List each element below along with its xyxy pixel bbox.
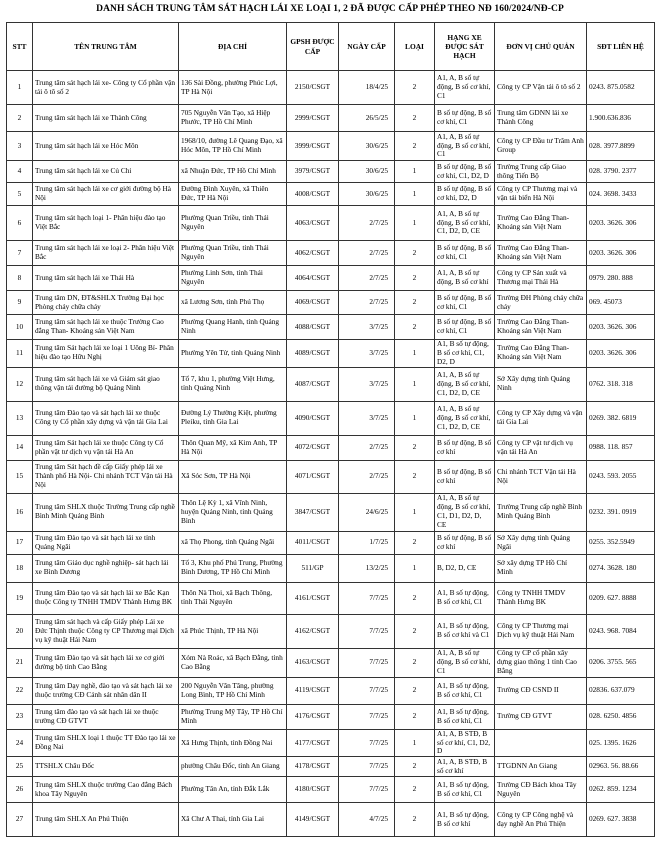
table-row: [7, 401, 655, 435]
row-gpsh: 4149/CSGT: [287, 803, 339, 837]
row-loai: 2: [395, 531, 435, 554]
row-dia-chi: Thôn Nà Thoi, xã Bạch Thông, tỉnh Thái Nguyên: [179, 582, 287, 614]
row-stt: 24: [7, 729, 33, 757]
row-don-vi: Trường Cao Đẳng Than-Khoáng sản Việt Nam: [495, 241, 587, 266]
row-loai: 2: [395, 105, 435, 132]
row-hang: A1, A, B STĐ, B số cơ khí: [435, 757, 495, 777]
row-stt: 23: [7, 704, 33, 729]
row-ten: Trung tâm đào tạo và sát hạch lái xe thuộc trường CĐ GTVT: [33, 704, 179, 729]
row-ten: Trung tâm sát hạch lái xe thuộc Trường Cao đẳng Than- Khoáng sản Việt Nam: [33, 315, 179, 340]
row-loai: 2: [395, 291, 435, 315]
row-hang: B số tự động, B số cơ khí, C1: [435, 291, 495, 315]
row-ngay: 3/7/25: [339, 367, 395, 401]
table-row: [7, 266, 655, 291]
row-ten: Trung tâm SHLX thuộc Trường Trung cấp nghề Bình Minh Quảng Bình: [33, 493, 179, 531]
row-loai: 2: [395, 71, 435, 105]
row-dia-chi: Xã Hưng Thịnh, tỉnh Đồng Nai: [179, 729, 287, 757]
row-sdt: 02836. 637.079: [587, 677, 655, 704]
row-gpsh: 2999/CSGT: [287, 105, 339, 132]
row-loai: 1: [395, 493, 435, 531]
row-ten: Trung tâm sát hạch lái xe Thành Công: [33, 105, 179, 132]
row-sdt: 0206. 3755. 565: [587, 648, 655, 677]
row-dia-chi: Phường Yên Tử, tỉnh Quảng Ninh: [179, 340, 287, 368]
row-gpsh: 4064/CSGT: [287, 266, 339, 291]
row-dia-chi: Phường Trung Mỹ Tây, TP Hồ Chí Minh: [179, 704, 287, 729]
row-ngay: 3/7/25: [339, 340, 395, 368]
row-ngay: 18/4/25: [339, 71, 395, 105]
row-don-vi: Trường CĐ GTVT: [495, 704, 587, 729]
row-gpsh: 4162/CSGT: [287, 614, 339, 648]
row-hang: A1, A, B số tự động, B số cơ khí: [435, 266, 495, 291]
row-loai: 2: [395, 677, 435, 704]
row-loai: 2: [395, 704, 435, 729]
row-gpsh: 4011/CSGT: [287, 531, 339, 554]
row-hang: B số tự động, B số cơ khí, C1: [435, 105, 495, 132]
row-gpsh: 3847/CSGT: [287, 493, 339, 531]
row-gpsh: 4176/CSGT: [287, 704, 339, 729]
row-sdt: 0979. 280. 888: [587, 266, 655, 291]
header-sdt: SĐT LIÊN HỆ: [587, 23, 655, 71]
row-ngay: 7/7/25: [339, 582, 395, 614]
row-sdt: 0203. 3626. 306: [587, 315, 655, 340]
table-row: [7, 132, 655, 161]
row-sdt: 0255. 352.5949: [587, 531, 655, 554]
row-dia-chi: xã Lương Sơn, tỉnh Phú Thọ: [179, 291, 287, 315]
row-hang: A1, A, B số tự động, B số cơ khí, C1, D2, D, CE: [435, 206, 495, 241]
row-dia-chi: Phường Tân An, tỉnh Đắk Lắk: [179, 777, 287, 803]
row-stt: 5: [7, 183, 33, 206]
table-row: [7, 757, 655, 777]
row-ten: Trung tâm sát hạch lái xe Hóc Môn: [33, 132, 179, 161]
row-hang: B số tự động, B số cơ khí, C1, D2, D: [435, 161, 495, 183]
row-don-vi: Trường ĐH Phòng cháy chữa cháy: [495, 291, 587, 315]
row-loai: 1: [395, 554, 435, 582]
row-loai: 2: [395, 614, 435, 648]
table-row: [7, 206, 655, 241]
header-gpsh: GPSH ĐƯỢC CẤP: [287, 23, 339, 71]
row-ngay: 2/7/25: [339, 206, 395, 241]
row-ngay: 7/7/25: [339, 677, 395, 704]
table-row: [7, 105, 655, 132]
row-stt: 4: [7, 161, 33, 183]
header-row: [7, 23, 655, 71]
row-gpsh: 4071/CSGT: [287, 460, 339, 493]
table-row: [7, 554, 655, 582]
row-stt: 8: [7, 266, 33, 291]
row-don-vi: Chi nhánh TCT Vận tải Hà Nội: [495, 460, 587, 493]
row-gpsh: 4119/CSGT: [287, 677, 339, 704]
row-don-vi: Công ty CP Xây dựng và vận tải Gia Lai: [495, 401, 587, 435]
row-don-vi: TTGDNN An Giang: [495, 757, 587, 777]
row-dia-chi: 705 Nguyễn Văn Tạo, xã Hiệp Phước, TP Hồ Chí Minh: [179, 105, 287, 132]
row-sdt: 0262. 859. 1234: [587, 777, 655, 803]
row-ngay: 30/6/25: [339, 132, 395, 161]
row-ten: Trung tâm SHLX loại 1 thuộc TT Đào tạo lái xe Đồng Nai: [33, 729, 179, 757]
row-ngay: 13/2/25: [339, 554, 395, 582]
table-row: [7, 183, 655, 206]
table-row: [7, 291, 655, 315]
row-ten: Trung tâm Sát hạch lái xe thuộc Công ty Cổ phần vật tư dịch vụ vận tải Hà An: [33, 435, 179, 460]
row-gpsh: 4180/CSGT: [287, 777, 339, 803]
row-ten: Trung tâm sát hạch loại 1- Phân hiệu đào tạo Việt Bắc: [33, 206, 179, 241]
row-don-vi: Công ty CP Sản xuất và Thương mại Thái Hà: [495, 266, 587, 291]
row-don-vi: Công ty CP Vận tải ô tô số 2: [495, 71, 587, 105]
row-ten: Trung tâm Đào tạo và sát hạch lái xe thuộc Công ty Cổ phần xây dựng và vận tải Gia Lai: [33, 401, 179, 435]
row-hang: A1, B số tự động, B số cơ khí, C1: [435, 677, 495, 704]
row-ngay: 7/7/25: [339, 704, 395, 729]
row-ten: Trung tâm Dạy nghề, đào tạo và sát hạch lái xe thuộc trường CĐ Cảnh sát nhân dân II: [33, 677, 179, 704]
row-hang: A1, A, B số tự động, B số cơ khí, C1, D1, D2, D, CE: [435, 493, 495, 531]
table-row: [7, 777, 655, 803]
row-loai: 1: [395, 161, 435, 183]
row-ten: Trung tâm Đào tạo và sát hạch lái xe cơ giới đường bộ tỉnh Cao Bằng: [33, 648, 179, 677]
row-loai: 2: [395, 582, 435, 614]
row-loai: 2: [395, 648, 435, 677]
row-ten: Trung tâm SHLX An Phú Thiện: [33, 803, 179, 837]
row-sdt: 0232. 391. 0919: [587, 493, 655, 531]
row-stt: 22: [7, 677, 33, 704]
table-row: [7, 582, 655, 614]
row-stt: 10: [7, 315, 33, 340]
row-sdt: 0243. 875.0582: [587, 71, 655, 105]
row-gpsh: 4163/CSGT: [287, 648, 339, 677]
row-ten: TTSHLX Châu Đốc: [33, 757, 179, 777]
row-hang: B số tự động, B số cơ khí: [435, 460, 495, 493]
row-gpsh: 4063/CSGT: [287, 206, 339, 241]
row-dia-chi: Phường Quan Triều, tỉnh Thái Nguyên: [179, 241, 287, 266]
header-stt: STT: [7, 23, 33, 71]
table-row: [7, 161, 655, 183]
row-ten: Trung tâm Giáo dục nghề nghiệp- sát hạch lái xe Bình Dương: [33, 554, 179, 582]
header-dia-chi: ĐỊA CHỈ: [179, 23, 287, 71]
row-stt: 11: [7, 340, 33, 368]
row-loai: 2: [395, 266, 435, 291]
row-ngay: 7/7/25: [339, 729, 395, 757]
row-ngay: 3/7/25: [339, 401, 395, 435]
row-ngay: 2/7/25: [339, 460, 395, 493]
row-ten: Trung tâm sát hạch lái xe Thái Hà: [33, 266, 179, 291]
row-gpsh: 4087/CSGT: [287, 367, 339, 401]
row-stt: 1: [7, 71, 33, 105]
row-loai: 2: [395, 315, 435, 340]
row-ten: Trung tâm sát hạch lái xe- Công ty Cổ phần vận tải ô tô số 2: [33, 71, 179, 105]
row-sdt: 0762. 318. 318: [587, 367, 655, 401]
row-stt: 16: [7, 493, 33, 531]
row-ngay: 2/7/25: [339, 241, 395, 266]
row-hang: A1, B số tự động, B số cơ khí, C1, D2, D: [435, 340, 495, 368]
row-sdt: 0269. 627. 3838: [587, 803, 655, 837]
row-hang: B số tự động, B số cơ khí, C1: [435, 315, 495, 340]
row-loai: 1: [395, 206, 435, 241]
row-gpsh: 2150/CSGT: [287, 71, 339, 105]
row-sdt: 1.900.636.836: [587, 105, 655, 132]
row-dia-chi: 1968/10, đường Lê Quang Đạo, xã Hóc Môn, TP Hồ Chí Minh: [179, 132, 287, 161]
row-loai: 2: [395, 132, 435, 161]
row-hang: A1, B số tự động, B số cơ khí, C1: [435, 777, 495, 803]
row-ten: Trung tâm Sát hạch lái xe loại 1 Uông Bí- Phân hiệu đào tạo Hữu Nghị: [33, 340, 179, 368]
row-sdt: 028. 6250. 4856: [587, 704, 655, 729]
row-sdt: 0988. 118. 857: [587, 435, 655, 460]
row-ten: Trung tâm Đào tạo và sát hạch lái xe tỉnh Quảng Ngãi: [33, 531, 179, 554]
row-don-vi: Sở xây dựng TP Hồ Chí Minh: [495, 554, 587, 582]
row-gpsh: 4069/CSGT: [287, 291, 339, 315]
row-hang: A1, A, B số tự động, B số cơ khí, C1, D2, D, CE: [435, 401, 495, 435]
row-stt: 7: [7, 241, 33, 266]
row-gpsh: 511/GP: [287, 554, 339, 582]
row-ten: Trung tâm sát hạch lái xe Củ Chi: [33, 161, 179, 183]
row-hang: A1, A, B STĐ, B số cơ khí, C1, D2, D: [435, 729, 495, 757]
row-stt: 20: [7, 614, 33, 648]
row-don-vi: Sở Xây dựng tỉnh Quảng Ninh: [495, 367, 587, 401]
row-don-vi: Công ty CP Thương mại Dịch vụ kỹ thuật Hải Nam: [495, 614, 587, 648]
row-sdt: 069. 45073: [587, 291, 655, 315]
row-loai: 1: [395, 401, 435, 435]
header-loai: LOẠI: [395, 23, 435, 71]
row-dia-chi: Thôn Lệ Kỳ 1, xã Vĩnh Ninh, huyện Quảng Ninh, tỉnh Quảng Bình: [179, 493, 287, 531]
row-gpsh: 4072/CSGT: [287, 435, 339, 460]
row-ten: Trung tâm sát hạch và cấp Giấy phép Lái xe Đức Thịnh thuộc Công ty CP Thương mại Dịch vụ kỹ thuật Hải Nam: [33, 614, 179, 648]
row-dia-chi: 200 Nguyễn Văn Tăng, phường Long Bình, TP Hồ Chí Minh: [179, 677, 287, 704]
row-ten: Trung tâm sát hạch lái xe cơ giới đường bộ Hà Nội: [33, 183, 179, 206]
row-don-vi: Trường Cao Đẳng Than-Khoáng sản Việt Nam: [495, 206, 587, 241]
table-row: [7, 729, 655, 757]
row-hang: A1, A, B số tự động, B số cơ khí, C1: [435, 648, 495, 677]
row-don-vi: Sở Xây dựng tỉnh Quảng Ngãi: [495, 531, 587, 554]
row-dia-chi: Tổ 3, Khu phố Phú Trung, Phường Bình Dương, TP Hồ Chí Minh: [179, 554, 287, 582]
header-hang: HẠNG XE ĐƯỢC SÁT HẠCH: [435, 23, 495, 71]
row-dia-chi: Đường Đình Xuyên, xã Thiên Đức, TP Hà Nội: [179, 183, 287, 206]
row-gpsh: 3979/CSGT: [287, 161, 339, 183]
row-ten: Trung tâm Đào tạo và sát hạch lái xe Bắc Kạn thuộc Công ty TNHH TMDV Thành Hưng BK: [33, 582, 179, 614]
row-hang: A1, B số tự động, B số cơ khí, C1: [435, 704, 495, 729]
table-row: [7, 71, 655, 105]
row-sdt: 0209. 627. 8888: [587, 582, 655, 614]
row-don-vi: Trung tâm GDNN lái xe Thành Công: [495, 105, 587, 132]
row-dia-chi: Phường Linh Sơn, tỉnh Thái Nguyên: [179, 266, 287, 291]
row-don-vi: Công ty CP Thương mại và vận tải biển Hà Nội: [495, 183, 587, 206]
table-row: [7, 340, 655, 368]
centers-table: [6, 22, 655, 837]
row-hang: B số tự động, B số cơ khí, C1: [435, 241, 495, 266]
row-don-vi: Công ty CP Đầu tư Trâm Anh Group: [495, 132, 587, 161]
row-gpsh: 4089/CSGT: [287, 340, 339, 368]
row-loai: 1: [395, 183, 435, 206]
row-don-vi: Công ty CP cổ phần xây dựng giao thông 1 tỉnh Cao Bằng: [495, 648, 587, 677]
row-hang: A1, A, B số tự động, B số cơ khí, C1: [435, 71, 495, 105]
table-row: [7, 460, 655, 493]
row-gpsh: 4062/CSGT: [287, 241, 339, 266]
row-stt: 15: [7, 460, 33, 493]
row-stt: 14: [7, 435, 33, 460]
row-stt: 9: [7, 291, 33, 315]
row-dia-chi: Đường Lý Thường Kiệt, phường Pleiku, tỉnh Gia Lai: [179, 401, 287, 435]
row-don-vi: Trường Trung cấp nghề Bình Minh Quảng Bình: [495, 493, 587, 531]
row-loai: 1: [395, 729, 435, 757]
row-stt: 18: [7, 554, 33, 582]
table-row: [7, 435, 655, 460]
row-ngay: 30/6/25: [339, 183, 395, 206]
table-row: [7, 367, 655, 401]
table-row: [7, 803, 655, 837]
table-row: [7, 614, 655, 648]
row-dia-chi: Tổ 7, khu 1, phường Việt Hưng, tỉnh Quảng Ninh: [179, 367, 287, 401]
row-dia-chi: phường Châu Đốc, tỉnh An Giang: [179, 757, 287, 777]
row-ngay: 2/7/25: [339, 435, 395, 460]
row-sdt: 024. 3698. 3433: [587, 183, 655, 206]
row-gpsh: 4088/CSGT: [287, 315, 339, 340]
row-loai: 1: [395, 340, 435, 368]
row-gpsh: 4177/CSGT: [287, 729, 339, 757]
row-sdt: 0269. 382. 6819: [587, 401, 655, 435]
row-sdt: 0243. 968. 7084: [587, 614, 655, 648]
row-dia-chi: Xã Chư A Thai, tỉnh Gia Lai: [179, 803, 287, 837]
row-loai: 2: [395, 460, 435, 493]
row-hang: B số tự động, B số cơ khí: [435, 435, 495, 460]
table-row: [7, 315, 655, 340]
row-sdt: 0243. 593. 2055: [587, 460, 655, 493]
header-ngay: NGÀY CẤP: [339, 23, 395, 71]
row-ngay: 7/7/25: [339, 614, 395, 648]
row-gpsh: 4090/CSGT: [287, 401, 339, 435]
row-ngay: 3/7/25: [339, 315, 395, 340]
table-row: [7, 704, 655, 729]
row-sdt: 028. 3977.8899: [587, 132, 655, 161]
row-ngay: 4/7/25: [339, 803, 395, 837]
row-don-vi: Công ty TNHH TMDV Thành Hưng BK: [495, 582, 587, 614]
row-dia-chi: Phường Quan Triều, tỉnh Thái Nguyên: [179, 206, 287, 241]
table-row: [7, 241, 655, 266]
row-stt: 3: [7, 132, 33, 161]
row-don-vi: Trường Cao Đẳng Than-Khoáng sản Việt Nam: [495, 340, 587, 368]
row-don-vi: Trường CĐ CSND II: [495, 677, 587, 704]
row-hang: A1, B số tự động, B số cơ khí và C1: [435, 614, 495, 648]
row-sdt: 0203. 3626. 306: [587, 206, 655, 241]
row-hang: A1, B số tự động, B số cơ khí, C1: [435, 582, 495, 614]
row-stt: 13: [7, 401, 33, 435]
row-sdt: 025. 1395. 1626: [587, 729, 655, 757]
row-stt: 21: [7, 648, 33, 677]
row-dia-chi: xã Thọ Phong, tỉnh Quảng Ngãi: [179, 531, 287, 554]
row-ten: Trung tâm sát hạch lái xe và Giám sát giao thông vận tải đường bộ Quảng Ninh: [33, 367, 179, 401]
row-sdt: 0203. 3626. 306: [587, 241, 655, 266]
row-gpsh: 4161/CSGT: [287, 582, 339, 614]
row-don-vi: Trường CĐ Bách khoa Tây Nguyên: [495, 777, 587, 803]
row-dia-chi: Xã Sóc Sơn, TP Hà Nội: [179, 460, 287, 493]
row-stt: 19: [7, 582, 33, 614]
row-hang: B số tự động, B số cơ khí: [435, 531, 495, 554]
row-dia-chi: Xóm Nà Roác, xã Bạch Đằng, tỉnh Cao Bằng: [179, 648, 287, 677]
table-row: [7, 648, 655, 677]
row-loai: 2: [395, 435, 435, 460]
row-sdt: 02963. 56. 88.66: [587, 757, 655, 777]
row-gpsh: 4008/CSGT: [287, 183, 339, 206]
row-ngay: 26/5/25: [339, 105, 395, 132]
row-hang: A1, B số tự động, B số cơ khí: [435, 803, 495, 837]
row-ngay: 7/7/25: [339, 757, 395, 777]
row-gpsh: 3999/CSGT: [287, 132, 339, 161]
row-dia-chi: xã Phúc Thịnh, TP Hà Nội: [179, 614, 287, 648]
row-hang: A1, A, B số tự động, B số cơ khí, C1, D2, D, CE: [435, 367, 495, 401]
row-don-vi: Công ty CP vật tư dịch vụ vận tải Hà An: [495, 435, 587, 460]
row-sdt: 028. 3790. 2377: [587, 161, 655, 183]
row-ngay: 7/7/25: [339, 648, 395, 677]
row-stt: 17: [7, 531, 33, 554]
row-don-vi: [495, 729, 587, 757]
row-hang: B, D2, D, CE: [435, 554, 495, 582]
row-ngay: 30/6/25: [339, 161, 395, 183]
row-stt: 6: [7, 206, 33, 241]
row-loai: 2: [395, 803, 435, 837]
row-gpsh: 4178/CSGT: [287, 757, 339, 777]
row-hang: B số tự động, B số cơ khí, D2, D: [435, 183, 495, 206]
row-ten: Trung tâm SHLX thuộc trường Cao đẳng Bách khoa Tây Nguyên: [33, 777, 179, 803]
row-ngay: 1/7/25: [339, 531, 395, 554]
row-ngay: 2/7/25: [339, 291, 395, 315]
table-row: [7, 531, 655, 554]
page-title: DANH SÁCH TRUNG TÂM SÁT HẠCH LÁI XE LOẠI 1, 2 ĐÃ ĐƯỢC CẤP PHÉP THEO NĐ 160/2024/NĐ-CP: [96, 4, 564, 14]
row-dia-chi: Thôn Quan Mỹ, xã Kim Anh, TP Hà Nội: [179, 435, 287, 460]
row-ten: Trung tâm DN, ĐT&SHLX Trường Đại học Phòng cháy chữa cháy: [33, 291, 179, 315]
row-don-vi: Trường Cao Đẳng Than-Khoáng sản Việt Nam: [495, 315, 587, 340]
header-ten: TÊN TRUNG TÂM: [33, 23, 179, 71]
row-don-vi: Trường Trung cấp Giao thông Tiến Bộ: [495, 161, 587, 183]
row-sdt: 0274. 3628. 180: [587, 554, 655, 582]
row-ngay: 24/6/25: [339, 493, 395, 531]
header-don-vi: ĐƠN VỊ CHỦ QUẢN: [495, 23, 587, 71]
row-sdt: 0203. 3626. 306: [587, 340, 655, 368]
row-loai: 2: [395, 777, 435, 803]
row-ngay: 2/7/25: [339, 266, 395, 291]
row-dia-chi: 136 Sài Đồng, phường Phúc Lợi, TP Hà Nội: [179, 71, 287, 105]
row-ten: Trung tâm Sát hạch đề cấp Giấy phép lái xe Thành phố Hà Nội- Chi nhánh TCT Vận tải Hà Nội: [33, 460, 179, 493]
table-row: [7, 493, 655, 531]
row-stt: 25: [7, 757, 33, 777]
row-don-vi: Công ty CP Công nghệ và đạy nghề An Phú Thiện: [495, 803, 587, 837]
row-ten: Trung tâm sát hạch lái xe loại 2- Phân hiệu Việt Bắc: [33, 241, 179, 266]
row-stt: 26: [7, 777, 33, 803]
row-stt: 27: [7, 803, 33, 837]
row-stt: 12: [7, 367, 33, 401]
row-hang: A1, A, B số tự động, B số cơ khí, C1: [435, 132, 495, 161]
row-ngay: 7/7/25: [339, 777, 395, 803]
row-loai: 2: [395, 757, 435, 777]
row-dia-chi: xã Nhuận Đức, TP Hồ Chí Minh: [179, 161, 287, 183]
row-dia-chi: Phường Quang Hanh, tỉnh Quảng Ninh: [179, 315, 287, 340]
row-stt: 2: [7, 105, 33, 132]
table-row: [7, 677, 655, 704]
row-loai: 2: [395, 241, 435, 266]
row-loai: 1: [395, 367, 435, 401]
